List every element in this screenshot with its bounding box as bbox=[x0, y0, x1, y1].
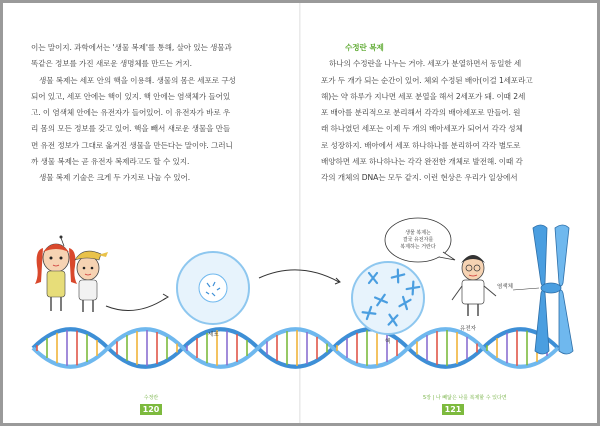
body-line: 포 배아를 분리적으로 분리해서 각각의 배아세포로 만들어. 원 bbox=[321, 108, 521, 118]
nucleus-label: 핵 bbox=[385, 339, 391, 345]
chromosome-illustration bbox=[497, 225, 573, 354]
body-line: 까 생물 복제는 곧 유전자 복제라고도 할 수 있지. bbox=[31, 157, 190, 167]
bubble-line: 복제하는 거란다 bbox=[400, 244, 436, 250]
body-line: 하나의 수정란을 나누는 거야. 세포가 분열하면서 동일한 세 bbox=[329, 59, 522, 69]
body-line: 래 하나였던 세포는 이제 두 개의 배아세포가 되어서 각각 성체 bbox=[321, 124, 523, 134]
nucleus-illustration bbox=[352, 262, 424, 345]
right-page-body bbox=[321, 40, 583, 187]
kids-illustration bbox=[35, 236, 108, 313]
body-line: 생물 복제 기술은 크게 두 가지로 나눌 수 있어. bbox=[39, 173, 191, 183]
bubble-line: 결국 유전자를 bbox=[402, 237, 434, 243]
arrow-icon bbox=[106, 294, 168, 311]
chromosome-label: 염색체 bbox=[497, 284, 513, 290]
bubble-line: 생물 복제는 bbox=[405, 230, 431, 236]
body-line: 생물 복제는 세포 안의 핵을 이용해. 생물의 몸은 세포로 구성 bbox=[39, 75, 236, 85]
body-line: 해)는 약 하루가 지나면 세포 분열을 해서 2세포가 돼. 이때 2세 bbox=[321, 91, 526, 101]
left-page-body bbox=[31, 40, 281, 187]
body-line: 리 몸의 모든 정보를 갖고 있어. 핵을 빼서 새로운 생물을 만들 bbox=[31, 124, 231, 134]
body-line: 포가 두 개가 되는 순간이 있어. 체외 수정된 배아(이걸 1세포라고 bbox=[321, 75, 533, 85]
body-line: 각의 개체의 DNA는 모두 같지. 이런 현상은 우리가 일상에서 bbox=[321, 173, 518, 183]
page-number: 120 bbox=[140, 404, 162, 415]
body-line: 똑같은 정보를 가진 새로운 생명체를 만드는 거지. bbox=[31, 59, 192, 69]
body-line: 배양하면 세포 하나하나는 각각 완전한 개체로 발전해. 이때 각 bbox=[321, 157, 523, 167]
body-line: 면 유전 정보가 그대로 옮겨진 생물을 만든다는 말이야. 그러니 bbox=[31, 140, 233, 150]
running-footer: 수정란 bbox=[143, 395, 159, 401]
body-line: 이는 말이지. 과학에서는 '생물 복제'를 통해, 살아 있는 생물과 bbox=[31, 43, 232, 52]
dna-helix bbox=[33, 329, 558, 367]
right-page-footer bbox=[423, 395, 507, 415]
gene-label: 유전자 bbox=[460, 326, 476, 332]
running-footer: 5장 | 나 빼닮은 나를 복제할 수 있다면 bbox=[423, 395, 507, 401]
body-line: 되어 있고, 세포 안에는 핵이 있지. 핵 안에는 염색체가 들어있 bbox=[31, 91, 231, 101]
cloning-illustration bbox=[3, 208, 597, 388]
body-line: 로 성장하지. 배아에서 세포 하나하나를 분리하여 각각 별도로 bbox=[321, 140, 521, 150]
arrow-icon bbox=[259, 270, 340, 284]
section-title: 수정란 복제 bbox=[345, 43, 384, 52]
scientist-illustration bbox=[452, 255, 496, 332]
cell-label: 세포 bbox=[208, 332, 219, 338]
left-page-footer bbox=[121, 395, 181, 415]
book-spread bbox=[3, 3, 597, 423]
body-line: 고. 이 염색체 안에는 유전자가 들어있어. 이 유전자가 바로 우 bbox=[31, 108, 231, 118]
speech-bubble bbox=[385, 218, 455, 262]
cell-illustration bbox=[177, 252, 249, 338]
page-number: 121 bbox=[442, 404, 464, 415]
